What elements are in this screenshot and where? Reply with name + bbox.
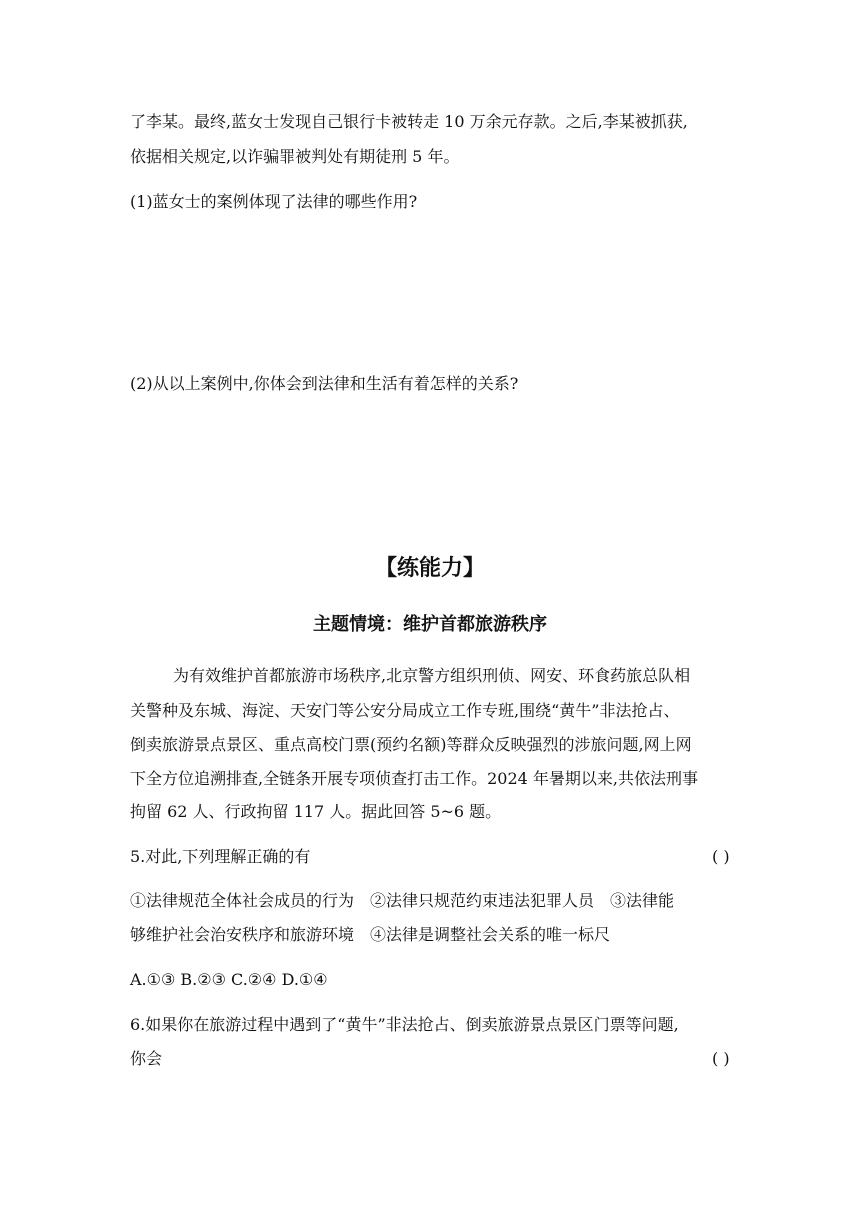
question-6-answer-paren[interactable]: ( )	[712, 1049, 730, 1068]
question-1: (1)蓝女士的案例体现了法律的哪些作用?	[130, 192, 418, 211]
passage-line-2: 关警种及东城、海淀、天安门等公安分局成立工作专班,围绕“黄牛”非法抢占、	[130, 701, 680, 720]
question-2: (2)从以上案例中,你体会到法律和生活有着怎样的关系?	[130, 374, 519, 393]
question-5-statements-line-2: 够维护社会治安秩序和旅游环境 ④法律是调整社会关系的唯一标尺	[130, 925, 611, 944]
question-6-stem-line-1: 6.如果你在旅游过程中遇到了“黄牛”非法抢占、倒卖旅游景点景区门票等问题,	[130, 1015, 679, 1034]
question-5-statements-line-1: ①法律规范全体社会成员的行为 ②法律只规范约束违法犯罪人员 ③法律能	[130, 891, 675, 910]
case-text-line-1: 了李某。最终,蓝女士发现自己银行卡被转走 10 万余元存款。之后,李某被抓获,	[130, 112, 688, 131]
question-5-answer-paren[interactable]: ( )	[712, 847, 730, 866]
theme-title: 主题情境：维护首都旅游秩序	[313, 614, 547, 635]
question-6-stem-line-2: 你会	[130, 1049, 163, 1068]
passage-line-5: 拘留 62 人、行政拘留 117 人。据此回答 5~6 题。	[130, 802, 502, 821]
case-text-line-2: 依据相关规定,以诈骗罪被判处有期徒刑 5 年。	[130, 147, 460, 166]
passage-line-4: 下全方位追溯排查,全链条开展专项侦查打击工作。2024 年暑期以来,共依法刑事	[130, 769, 698, 788]
section-title: 【练能力】	[374, 556, 485, 581]
passage-line-1: 为有效维护首都旅游市场秩序,北京警方组织刑侦、网安、环食药旅总队相	[173, 666, 691, 685]
passage-line-3: 倒卖旅游景点景区、重点高校门票(预约名额)等群众反映强烈的涉旅问题,网上网	[130, 735, 692, 754]
question-5-options: A.①③ B.②③ C.②④ D.①④	[130, 970, 328, 989]
question-5-stem: 5.对此,下列理解正确的有	[130, 847, 311, 866]
